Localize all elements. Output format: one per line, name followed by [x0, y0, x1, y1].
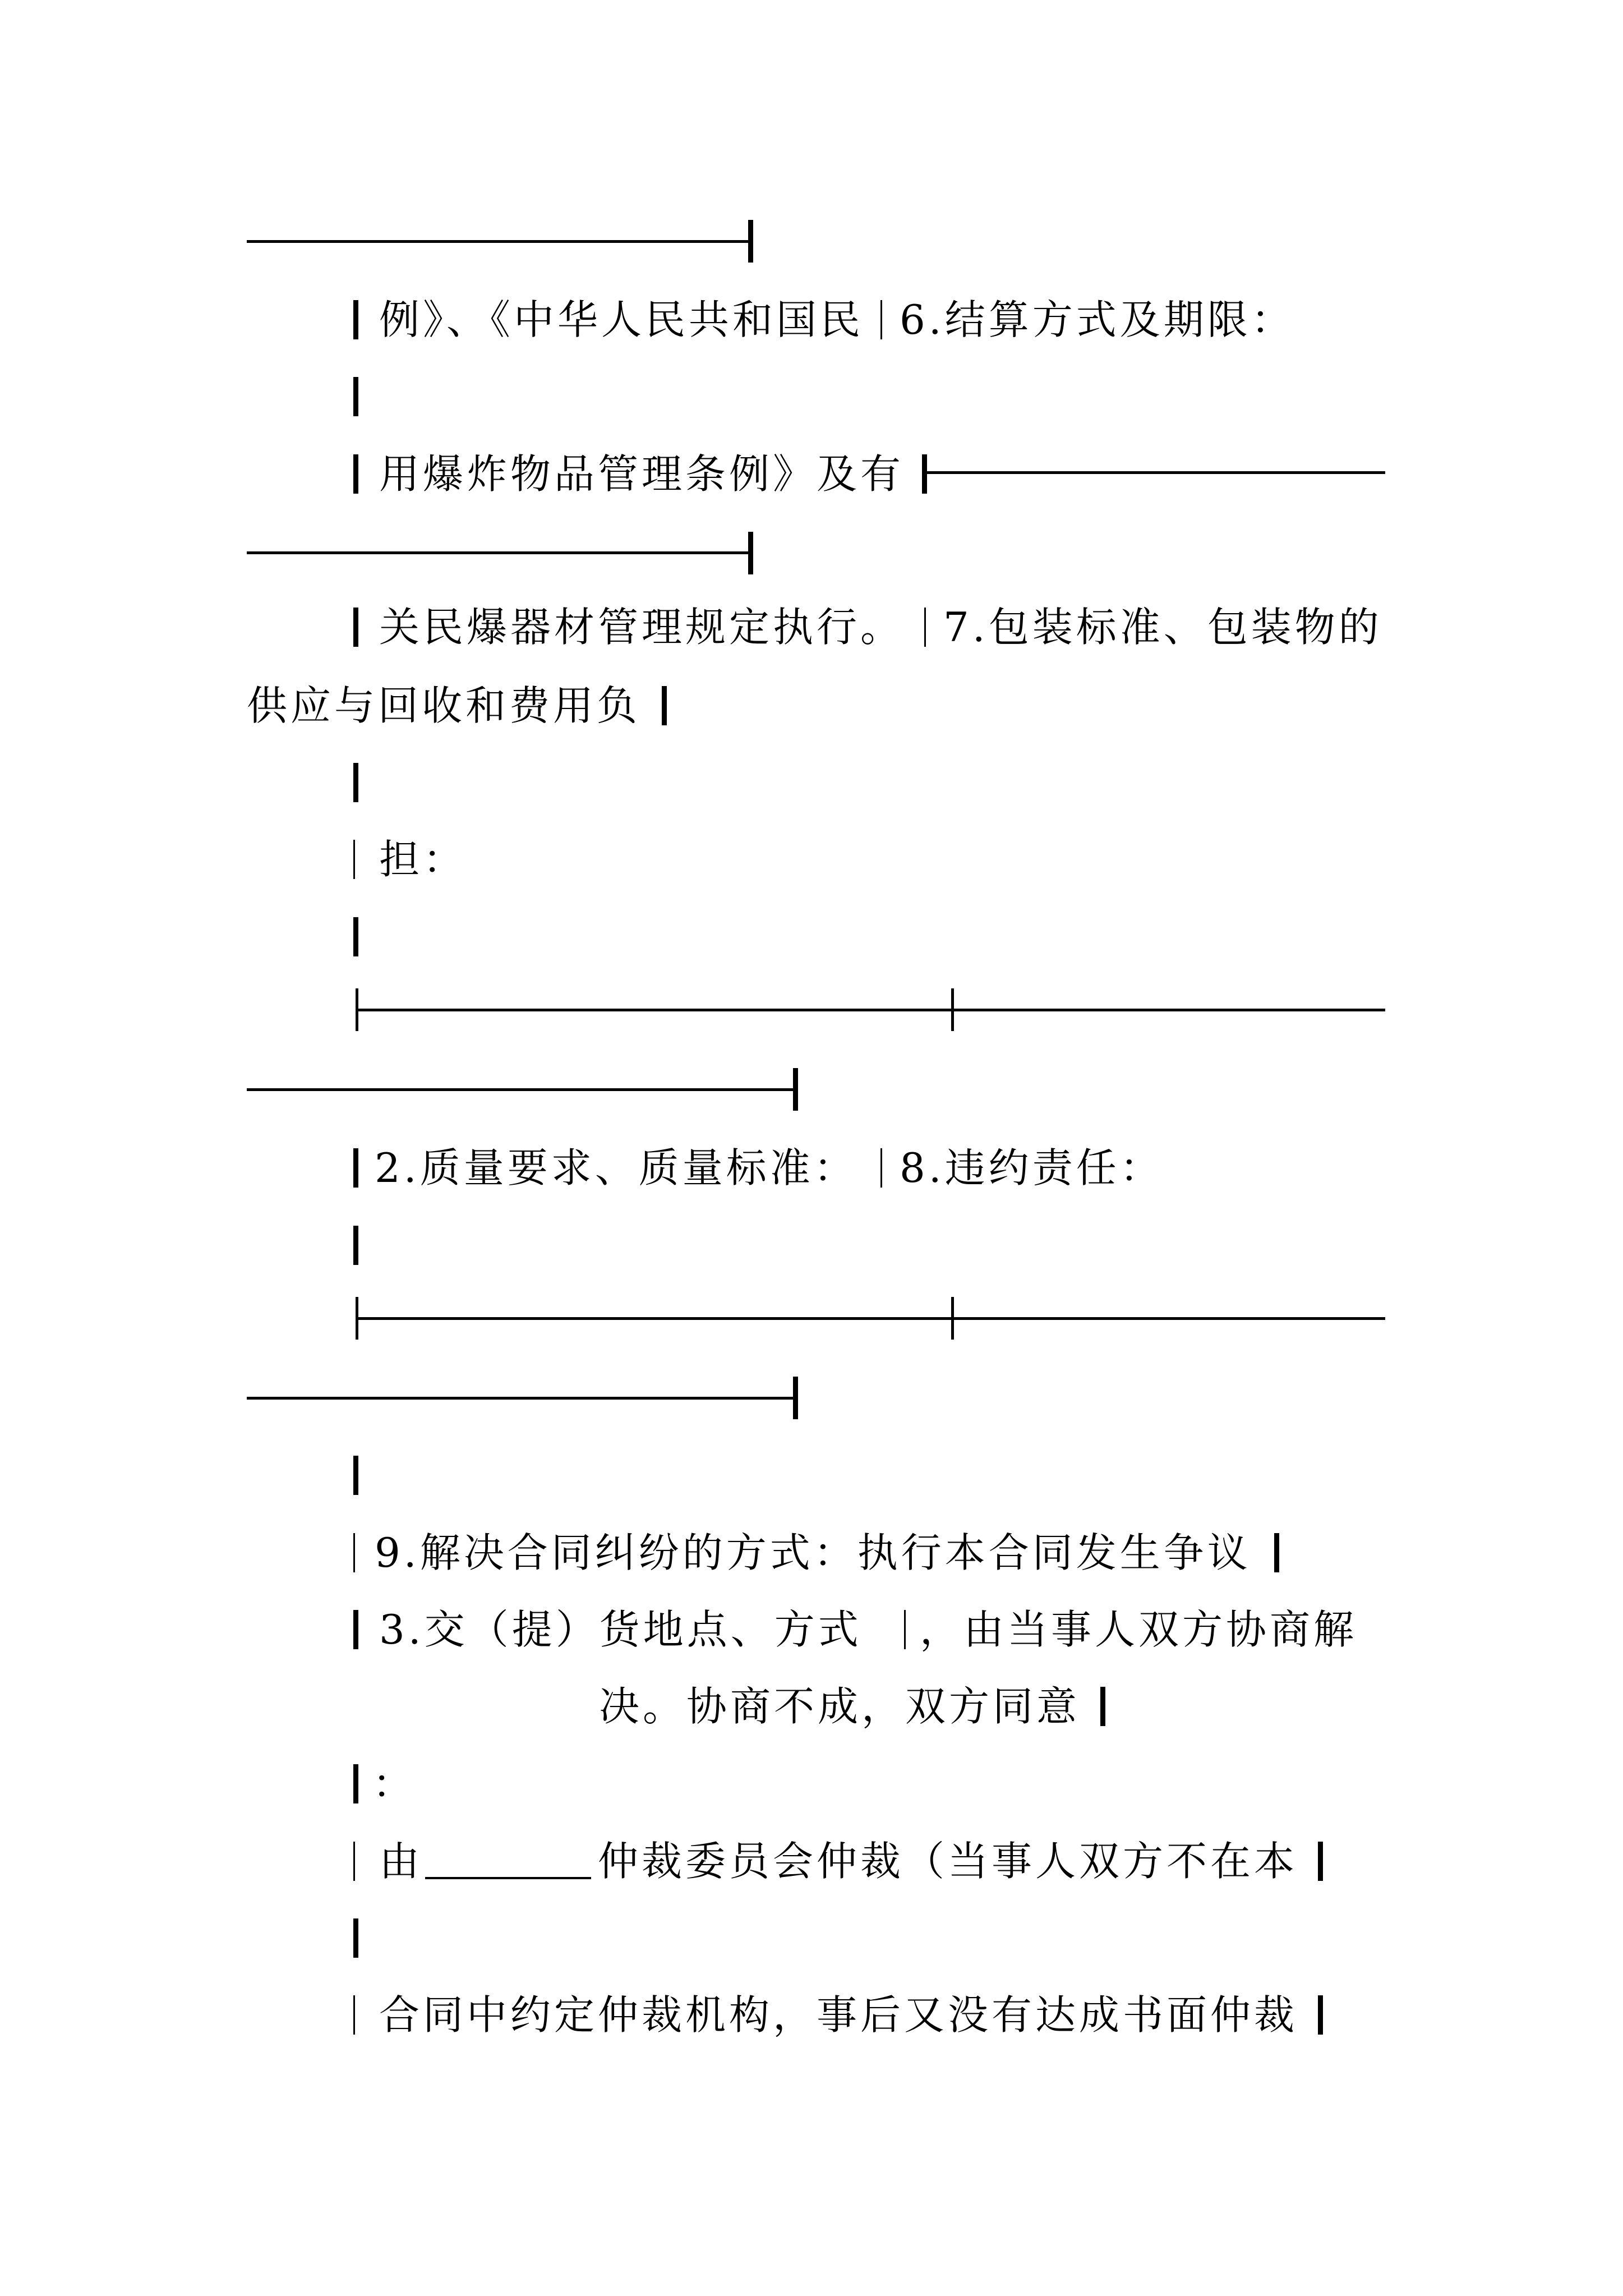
table-border	[353, 454, 358, 494]
text-line: 由	[379, 1838, 423, 1885]
text-line: 8.违约责任：	[900, 1144, 1164, 1191]
table-border	[353, 1610, 358, 1649]
table-border	[353, 300, 358, 339]
text-line: 2.质量要求、质量标准：	[375, 1144, 857, 1191]
text-line: ，由当事人双方协商解	[920, 1606, 1358, 1653]
table-rule-end	[793, 1068, 798, 1111]
text-line: 担：	[379, 836, 467, 883]
text-line: 决。协商不成，双方同意	[599, 1683, 1081, 1730]
text-line: 关民爆器材管理规定执行。	[379, 604, 905, 651]
table-border	[1318, 1995, 1323, 2035]
table-rule-end	[793, 1377, 798, 1419]
table-rule	[247, 1088, 796, 1091]
table-border	[353, 1533, 355, 1572]
table-border	[353, 377, 358, 416]
text-line: 3.交（提）货地点、方式	[379, 1606, 862, 1653]
table-rule	[247, 551, 751, 554]
table-border	[353, 1995, 355, 2035]
table-border	[1318, 1842, 1323, 1881]
table-border	[662, 686, 667, 725]
table-border	[353, 1148, 358, 1188]
table-rule	[247, 240, 751, 243]
table-border	[924, 608, 926, 647]
table-border	[353, 1226, 358, 1265]
table-border	[353, 1842, 355, 1881]
table-border	[1100, 1687, 1105, 1726]
table-border	[353, 608, 358, 647]
table-rule	[922, 471, 1385, 474]
text-line: 6.结算方式及期限：	[900, 296, 1295, 343]
text-line: 仲裁委员会仲裁（当事人双方不在本	[598, 1838, 1298, 1885]
table-border	[353, 917, 358, 956]
table-rule	[247, 1397, 796, 1400]
table-border	[353, 763, 358, 802]
text-line: 例》、《中华人民共和国民	[379, 296, 864, 343]
table-border	[880, 300, 882, 339]
table-border	[353, 1918, 358, 1958]
text-line: ：	[372, 1760, 417, 1807]
table-border	[951, 988, 954, 1031]
table-border	[353, 840, 355, 879]
table-rule	[357, 1009, 1385, 1011]
text-line: 用爆炸物品管理条例》及有	[379, 450, 905, 498]
table-rule-end	[748, 532, 753, 574]
table-border	[951, 1297, 954, 1340]
table-border	[922, 454, 927, 494]
table-border	[880, 1148, 882, 1188]
text-line: 供应与回收和费用负	[247, 682, 641, 729]
table-border	[353, 1456, 358, 1495]
arbitration-blank	[425, 1877, 591, 1879]
text-line: 合同中约定仲裁机构，事后又没有达成书面仲裁	[379, 1991, 1298, 2039]
table-rule-end	[748, 220, 753, 263]
text-line: 9.解决合同纠纷的方式：执行本合同发生争议	[375, 1529, 1251, 1576]
table-border	[904, 1610, 906, 1649]
table-border	[1274, 1533, 1279, 1572]
table-rule	[357, 1317, 1385, 1320]
table-border	[353, 1764, 358, 1803]
text-line: 7.包装标准、包装物的	[943, 604, 1382, 651]
